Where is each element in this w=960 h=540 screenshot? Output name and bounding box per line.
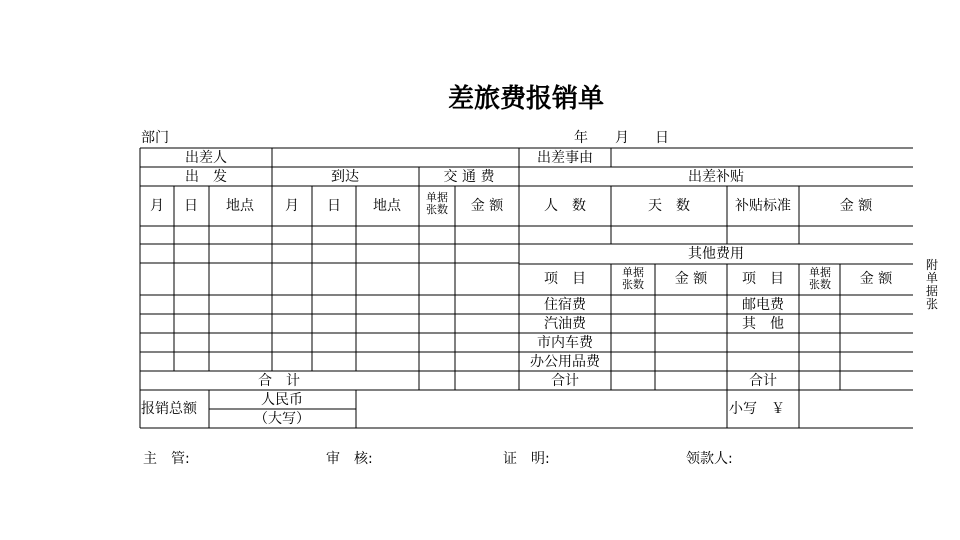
expense-item: 汽油费 bbox=[544, 316, 586, 332]
rmb-label: 人民币 bbox=[261, 392, 303, 408]
reviewer-label: 审 核: bbox=[326, 451, 373, 467]
recipient-label: 领款人: bbox=[686, 451, 733, 467]
expense-item: 办公用品费 bbox=[530, 354, 600, 370]
certifier-label: 证 明: bbox=[503, 451, 550, 467]
depart-label: 出 发 bbox=[185, 169, 227, 185]
receipt-count-label: 单据 张数 bbox=[426, 191, 448, 216]
day-label: 日 bbox=[655, 130, 669, 146]
persons-label: 人 数 bbox=[544, 198, 586, 214]
allowance-std-label: 补贴标准 bbox=[735, 198, 791, 214]
capital-label: （大写） bbox=[254, 411, 310, 427]
form-title: 差旅费报销单 bbox=[447, 84, 605, 114]
subtotal-left: 合 计 bbox=[258, 373, 300, 389]
item-label: 项 目 bbox=[544, 271, 586, 287]
expense-item: 邮电费 bbox=[742, 297, 784, 313]
amount-label: 金 额 bbox=[470, 198, 504, 214]
arrive-label: 到达 bbox=[331, 169, 359, 185]
allowance-amount-label: 金 额 bbox=[839, 198, 873, 214]
other-amount-label: 金 额 bbox=[674, 271, 708, 287]
col-month-2: 月 bbox=[285, 198, 299, 214]
expense-item: 市内车费 bbox=[537, 335, 593, 351]
col-place: 地点 bbox=[226, 198, 254, 214]
attachment-note: 附 单 据 张 bbox=[925, 258, 938, 311]
month-label: 月 bbox=[615, 130, 629, 146]
other-receipt-label: 单据 张数 bbox=[622, 266, 644, 291]
other-receipt-label-2: 单据 张数 bbox=[809, 266, 831, 291]
col-day-2: 日 bbox=[327, 198, 341, 214]
allowance-label: 出差补贴 bbox=[688, 169, 744, 185]
supervisor-label: 主 管: bbox=[143, 451, 190, 467]
subtotal-right: 合计 bbox=[749, 373, 777, 389]
other-amount-label-2: 金 额 bbox=[859, 271, 893, 287]
purpose-label: 出差事由 bbox=[537, 150, 593, 166]
days-label: 天 数 bbox=[648, 198, 690, 214]
col-place-2: 地点 bbox=[373, 198, 401, 214]
transport-label: 交 通 费 bbox=[443, 169, 495, 185]
subtotal-mid: 合计 bbox=[551, 373, 579, 389]
col-month: 月 bbox=[150, 198, 164, 214]
traveler-label: 出差人 bbox=[185, 150, 227, 166]
year-label: 年 bbox=[574, 130, 588, 146]
expense-item: 其 他 bbox=[742, 316, 784, 332]
department-label: 部门 bbox=[141, 130, 169, 146]
expense-item: 住宿费 bbox=[544, 297, 586, 313]
other-expenses-label: 其他费用 bbox=[688, 246, 744, 262]
small-amount-label: 小写 ￥ bbox=[729, 401, 785, 417]
col-day: 日 bbox=[184, 198, 198, 214]
total-label: 报销总额 bbox=[141, 401, 197, 417]
item-label-2: 项 目 bbox=[742, 271, 784, 287]
